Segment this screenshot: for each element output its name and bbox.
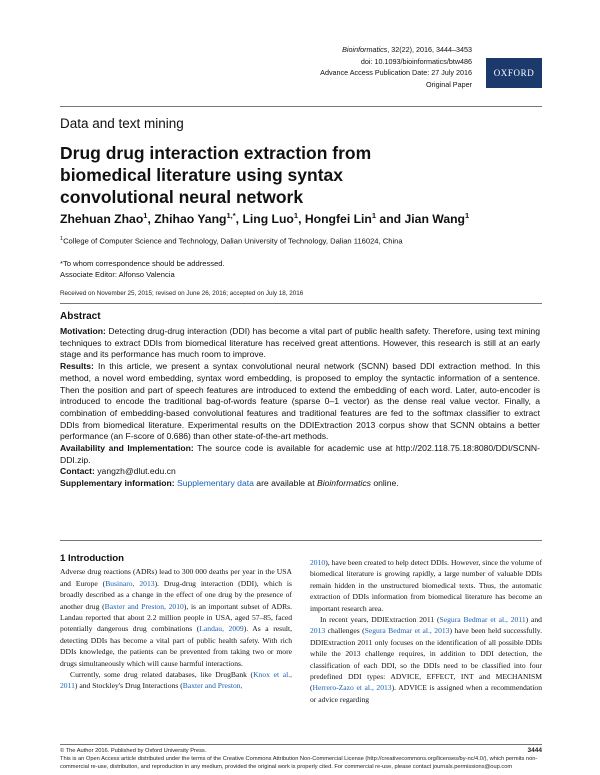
paragraph-text: ) and Stockley's Drug Interactions ( xyxy=(74,681,183,691)
journal-name: Bioinformatics xyxy=(342,45,388,54)
paragraph-text: ) have been held successfully. DDIExtraction 2011 only focuses on the identification of all possible DDIs while the 2013 challenge requires, in addition to DDI detection, the classification of each DDI, so the DDIs need to be classified into four predefined DDI types: ADVICE, EFFECT, INT and MECHANISM ( xyxy=(310,626,543,693)
associate-editor: Associate Editor: Alfonso Valencia xyxy=(60,270,175,279)
author-sup: 1 xyxy=(143,211,148,220)
paragraph-text: Adverse drug reactions (ADRs) lead to 300 000 deaths per year in the USA and Europe ( xyxy=(60,567,292,588)
license: This is an Open Access article distributed under the terms of the Creative Commons Attribution Non-Commercial License (http://creativecommons.org/licenses/by-nc/4.0/), which permits non-commercial re-use, distribution, and reproduction in any medium, provided the original work is properly cited. For commercial re-use, please contact journals.permissions@oup.com xyxy=(60,756,538,771)
author: Zhehuan Zhao xyxy=(60,212,144,227)
page-number: 3444 xyxy=(527,747,542,754)
intro-paragraph-4 xyxy=(310,614,542,705)
abstract-heading: Abstract xyxy=(60,311,101,322)
supplementary-end: online. xyxy=(370,478,399,489)
citation-link[interactable]: Baxter and Preston, xyxy=(182,681,243,691)
availability-text: The source code is available for academic use at http://202.118.75.18:8080/DDI/SCNN-DDI.zip. xyxy=(60,443,540,465)
author: Jian Wang xyxy=(404,212,465,227)
author-sup: 1 xyxy=(293,211,299,220)
citation: , 32(22), 2016, 3444–3453 xyxy=(387,45,472,54)
paper-title: Drug drug interaction extraction from biomedical literature using syntax convolutional neural network xyxy=(60,143,372,207)
citation-link[interactable]: Businaro, 2013 xyxy=(105,578,155,588)
intro-heading: 1 Introduction xyxy=(60,553,124,564)
abstract-divider xyxy=(60,303,542,304)
paragraph-text: ), have been created to help detect DDIs. However, since the volume of biomedical literature is growing rapidly, a large number of valuable DDIs remain hidden in the unstructured biomedical texts. Thus, the automatic extraction of DDIs information from biomedical literature has become an important research area. xyxy=(310,558,542,613)
citation-link[interactable]: Segura Bedmar et al., 2011 xyxy=(439,615,526,625)
abstract-motivation xyxy=(60,326,540,361)
author: Hongfei Lin xyxy=(304,212,372,227)
advance-access-date: Advance Access Publication Date: 27 July 2016 xyxy=(320,68,472,78)
author-sup: 1 xyxy=(371,211,377,220)
supplementary-link[interactable]: Supplementary data xyxy=(176,478,254,489)
citation-link[interactable]: Baxter and Preston, 2010 xyxy=(104,601,184,611)
author-sup: 1,* xyxy=(226,211,236,220)
citation-link[interactable]: Landau, 2009 xyxy=(199,624,244,634)
supplementary-text: are available at xyxy=(253,478,317,489)
author-list: Zhehuan Zhao$^1$, Zhihao Yang$^{1,*}$, Ling Luo$^1$, Hongfei Lin$^1$ and Jian Wang$^1$ xyxy=(60,211,470,227)
results-text: In this article, we present a syntax convolutional neural network (SCNN) based DDI extraction method. In this method, a novel word embedding, syntax word embedding, is proposed to employ the syntactic information of a sentence. Then the position and part of speech features are introduced to extend the embedding of each word. Later, auto-encoder is introduced to encode the traditional bag-of-words feature (sparse 0–1 vector) as the dense real value vector. Finally, a combination of embedding-based convolutional features and traditional features are fed to the softmax classifier to extract DDIs from biomedical literature. Experimental results on the DDIExtraction 2013 corpus show that SCNN obtains a better performance (an F-score of 0.686) than other state-of-the-art methods. xyxy=(60,361,540,442)
paragraph-text: ). As a result, detecting DDIs has become a vital part of public health safety. With rich DDIs knowledge, the patients can be prevented from taking two or more drugs simultaneously which will cause harmful interactions. xyxy=(60,624,292,668)
paper-type: Original Paper xyxy=(426,79,472,89)
abstract-contact xyxy=(60,466,540,478)
motivation-label: Motivation: xyxy=(60,326,106,336)
body-column-left xyxy=(60,553,292,692)
footer xyxy=(60,747,542,772)
paragraph-text: challenges ( xyxy=(325,626,365,636)
footer-divider xyxy=(60,744,542,745)
intro-paragraph-1 xyxy=(60,566,292,669)
paragraph-text: Currently, some drug related databases, like DrugBank ( xyxy=(70,670,254,680)
citation-link[interactable]: Segura Bedmar et al., 2013 xyxy=(364,626,450,636)
affiliation xyxy=(60,236,403,246)
paragraph-text: ). Drug-drug interaction (DDI), which is broadly described as a change in the effect of one drug by the presence of another drug ( xyxy=(60,578,293,611)
paragraph-text: ). ADVICE is assigned when a recommendation or advice regarding xyxy=(310,683,542,704)
section-label: Data and text mining xyxy=(60,116,184,131)
contact-email[interactable]: yangzh@dlut.edu.cn xyxy=(94,466,176,477)
correspondence-note: *To whom correspondence should be addressed. xyxy=(60,259,225,268)
intro-paragraph-3 xyxy=(310,557,542,614)
affiliation-text: College of Computer Science and Technology, Dalian University of Technology, Dalian 116024, China xyxy=(63,236,403,246)
body-column-right xyxy=(310,557,542,705)
citation-link[interactable]: 2010 xyxy=(310,558,326,567)
paragraph-text: ) and xyxy=(525,615,542,625)
author: Zhihao Yang xyxy=(154,212,227,227)
paragraph-text: In recent years, DDIExtraction 2011 ( xyxy=(320,615,440,625)
abstract-availability xyxy=(60,443,540,466)
results-label: Results: xyxy=(60,361,94,372)
availability-label: Availability and Implementation: xyxy=(60,443,194,454)
author-sup: 1 xyxy=(465,211,470,220)
abstract-results xyxy=(60,361,540,443)
oxford-logo: OXFORD xyxy=(486,58,542,88)
intro-paragraph-2 xyxy=(60,669,292,692)
journal-header xyxy=(300,44,472,90)
paragraph-text: ), is an important subset of ADRs. Landau reported that about 2.2 million people in USA, aged 57–85, faced potentially dangerous drug combinations ( xyxy=(60,601,292,634)
citation-link[interactable]: 2013 xyxy=(310,626,326,636)
abstract-supplementary xyxy=(60,478,540,490)
header-divider xyxy=(60,106,542,107)
author: Ling Luo xyxy=(242,212,294,227)
affiliation-sup: 1 xyxy=(60,236,64,242)
abstract xyxy=(60,326,540,490)
citation-link[interactable]: Herrero-Zazo et al., 2013 xyxy=(312,683,392,693)
doi[interactable]: doi: 10.1093/bioinformatics/btw486 xyxy=(360,56,472,66)
motivation-text: Detecting drug-drug interaction (DDI) has become a vital part of public health safety. Therefore, using text mining techniques to extract DDIs from biomedical literature has received great attentions. However, this research is still at an early stage and its performance has much room to improve. xyxy=(60,326,540,360)
supplementary-label: Supplementary information: xyxy=(60,478,175,489)
received-dates: Received on November 25, 2015; revised on June 26, 2016; accepted on July 18, 2016 xyxy=(60,290,304,297)
contact-label: Contact: xyxy=(60,466,95,477)
citation-link[interactable]: Knox et al., 2011 xyxy=(60,670,292,691)
body-divider xyxy=(60,540,542,541)
copyright: © The Author 2016. Published by Oxford University Press. xyxy=(60,748,207,754)
supplementary-journal: Bioinformatics xyxy=(316,478,371,489)
correspondence-block xyxy=(60,258,225,280)
